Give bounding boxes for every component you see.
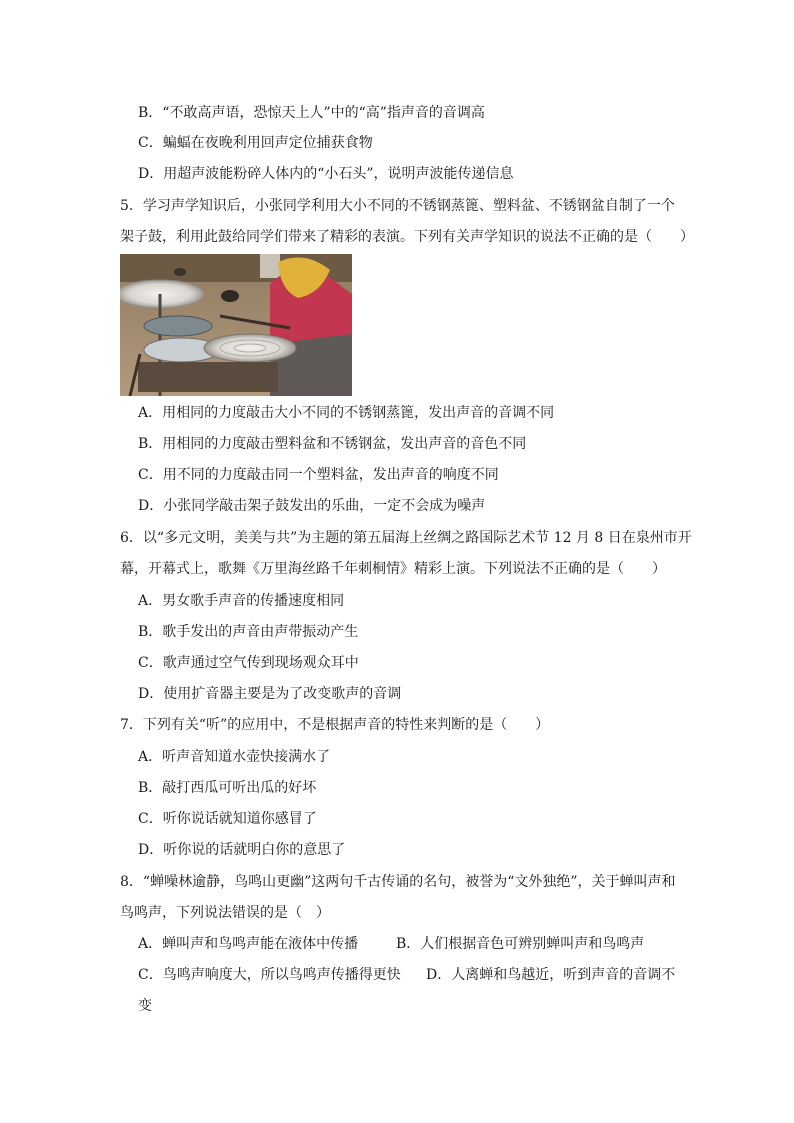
q5-option-d: D．小张同学敲击架子鼓发出的乐曲，一定不会成为噪声	[138, 498, 486, 514]
q8-option-b: B．人们根据音色可辨别蝉叫声和鸟鸣声	[396, 936, 645, 952]
q5-option-a: A．用相同的力度敲击大小不同的不锈钢蒸篦，发出声音的音调不同	[138, 405, 555, 421]
q5-stem-line1: 5．学习声学知识后，小张同学利用大小不同的不锈钢蒸篦、塑料盆、不锈钢盆自制了一个	[120, 198, 675, 214]
q5-option-c: C．用不同的力度敲击同一个塑料盆，发出声音的响度不同	[138, 467, 499, 483]
q7-stem: 7．下列有关“听”的应用中，不是根据声音的特性来判断的是（ ）	[120, 717, 550, 733]
q8-stem-line1: 8．“蝉噪林逾静，鸟鸣山更幽”这两句千古传诵的名句，被誉为“文外独绝”，关于蝉叫声和	[120, 874, 676, 890]
q7-option-d: D．听你说的话就明白你的意思了	[138, 842, 346, 858]
q6-option-c: C．歌声通过空气传到现场观众耳中	[138, 655, 359, 671]
q6-stem-line2: 幕，开幕式上，歌舞《万里海丝路千年刺桐情》精彩上演。下列说法不正确的是（ ）	[120, 561, 666, 577]
drum-performance-photo	[120, 254, 352, 396]
q8-option-c: C．鸟鸣声响度大，所以鸟鸣声传播得更快	[138, 967, 401, 983]
q5-stem-line2: 架子鼓，利用此鼓给同学们带来了精彩的表演。下列有关声学知识的说法不正确的是（ ）	[120, 229, 694, 245]
q4-option-c: C．蝙蝠在夜晚利用回声定位捕获食物	[138, 135, 373, 151]
q6-option-b: B．歌手发出的声音由声带振动产生	[138, 624, 359, 640]
q8-option-d: D．人离蝉和鸟越近，听到声音的音调不	[426, 967, 676, 983]
q8-option-a: A．蝉叫声和鸟鸣声能在液体中传播	[138, 936, 359, 952]
q8-option-d-continued: 变	[138, 998, 152, 1014]
q4-option-d: D．用超声波能粉碎人体内的“小石头”，说明声波能传递信息	[138, 166, 514, 182]
q8-stem-line2: 鸟鸣声，下列说法错误的是（ ）	[120, 905, 330, 921]
q6-option-a: A．男女歌手声音的传播速度相同	[138, 593, 345, 609]
q7-option-b: B．敲打西瓜可听出瓜的好坏	[138, 780, 317, 796]
q7-option-c: C．听你说话就知道你感冒了	[138, 811, 317, 827]
q4-option-b: B．“不敢高声语，恐惊天上人”中的“高”指声音的音调高	[138, 105, 485, 121]
q6-option-d: D．使用扩音器主要是为了改变歌声的音调	[138, 686, 402, 702]
q5-option-b: B．用相同的力度敲击塑料盆和不锈钢盆，发出声音的音色不同	[138, 436, 527, 452]
q7-option-a: A．听声音知道水壶快接满水了	[138, 749, 331, 765]
q6-stem-line1: 6．以“多元文明，美美与共”为主题的第五届海上丝绸之路国际艺术节 12 月 8 日在泉州市开	[120, 530, 692, 546]
